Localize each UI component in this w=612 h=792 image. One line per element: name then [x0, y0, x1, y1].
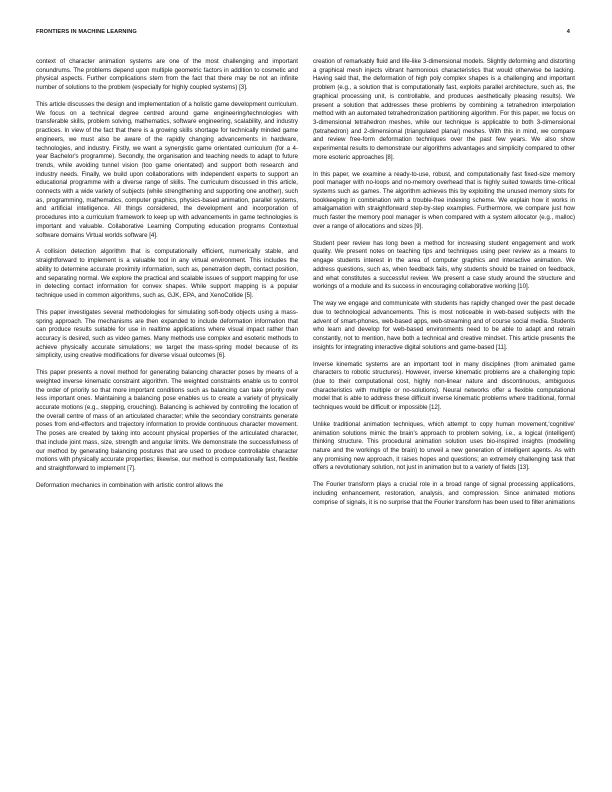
left-column [36, 58, 298, 491]
paragraph: context of character animation systems are one of the most challenging and important conundrums. The problems depend upon multiple geometric factors in addition to cosmetic and physical aspects. Further complications stem from the fact that there may be not an infinite number of solutions to the problem (especially for highly coupled systems) [3]. [36, 58, 298, 92]
paragraph: In this paper, we examine a ready-to-use, robust, and computationally fast fixed-size memory pool manager with no-loops and no-memory overhead that is highly suited towards time-critical systems such as games. The algorithm achieves this by exploiting the unused memory slots for bookkeeping in combination with a trouble-free indexing scheme. We explain how it works in amalgamation with straightforward step-by-step examples. Furthermore, we compare just how much faster the memory pool manager is when compared with a system allocator (e.g., malloc) over a range of allocations and sizes [9]. [313, 170, 575, 230]
paragraph: Inverse kinematic systems are an important tool in many disciplines (from animated game characters to robotic structures). However, inverse kinematic problems are a challenging topic (due to their computational cost, highly non-linear nature and discontinuous, ambiguous characteristics with multiple or no-solutions). Neural networks offer a flexible computational model that is able to address these difficult inverse kinematic problems where traditional, formal techniques would be difficult or impossible [12]. [313, 360, 575, 412]
right-column [313, 58, 575, 507]
paragraph: This paper presents a novel method for generating balancing character poses by means of a weighted inverse kinematic constraint algorithm. The weighted constraints enable us to control the order of priority so that more important conditions such as balancing can take priority over less important ones. Maintaining a balancing pose enables us to create a variety of physically accurate motions (e.g., stepping, crouching). Balancing is achieved by controlling the location of the overall centre of mass of an articulated character; while the secondary constraints generate poses from end-effectors and trajectory information to provide continuous character movement. The poses are created by taking into account physical properties of the articulated character, that include joint mass, size, strength and angular limits. We demonstrate the successfulness of our method by generating balancing postures that are used to produce controllable character motions with physically accurate properties; likewise, our method is computationally fast, flexible and straightforward to implement [7]. [36, 369, 298, 472]
journal-title: FRONTIERS IN MACHINE LEARNING [36, 29, 137, 35]
running-header [36, 29, 570, 39]
paragraph: This paper investigates several methodologies for simulating soft-body objects using a mass- spring approach. The mechanisms are then expanded to include deformation information that can produce results suitable for use in realtime applications where visual impact rather than accuracy is desired, such as video games. Many methods use complex and esoteric methods to achieve physically accurate simulations; we target the mass-spring model because of its simplicity, using creative modifications for diverse visual outcomes [6]. [36, 308, 298, 360]
paragraph: A collision detection algorithm that is computationally efficient, numerically stable, and straightforward to implement is a valuable tool in any virtual environment. This includes the ability to determine accurate proximity information, such as, penetration depth, contact position, and separating normal. We explore the practical and scalable issues of support mapping for use in detecting contact information for convex shapes. While support mapping is a popular technique used in common algorithms, such as, GJK, EPA, and XenoCollide [5]. [36, 248, 298, 299]
paragraph: Deformation mechanics in combination with artistic control allows the [36, 481, 224, 489]
paragraph: Student peer review has long been a method for increasing student engagement and work quality. We present notes on teaching tips and techniques using peer review as a means to engage students interest in the area of computer graphics and interactive animation. We address questions, such as, when feedback fails, why students should be trained on feedback, and what constitutes a successful review. We present a case study around the structure and workings of a module and its success in encouraging collaborative working [10]. [313, 239, 575, 291]
paragraph: Unlike traditional animation techniques, which attempt to copy human movement,'cognitive' animation solutions mimic the brain's approach to problem solving, i.e., a logical (intelligent) thinking structure. This procedural animation solution uses bio-inspired insights (modelling nature and the workings of the brain) to unveil a new generation of intelligent agents. As with any promising new approach, it raises hopes and questions; an extremely challenging task that offers a revolutionary solution, not just in animation but to a variety of fields [13]. [313, 420, 575, 472]
page-number: 4 [566, 29, 570, 35]
paragraph: creation of remarkably fluid and life-like 3-dimensional models. Slightly deforming and distorting a graphical mesh injects vibrant harmonious characteristics that would otherwise be lacking. Having said that, the deformation of high poly complex shapes is a challenging and important problem (e.g., a solution that is computationally fast, exploits parallel architecture, such as, the graphical processing unit, is controllable, and produces aesthetically pleasing results). We present a solution that addresses these problems by combining a tetrahedron interpolation method with an automated tetrahedronization partitioning algorithm. For this paper, we focus on 3-dimensional tetrahedron meshes, while our technique is applicable to both 3-dimensional (tetrahedron) and 2-dimensional (triangulated planar) meshes. With this in mind, we compare and review free-form deformation techniques over the past few years. We also show experimental results to demonstrate our algorithms advantages and simplicity compared to other more esoteric approaches [8]. [313, 58, 575, 161]
paragraph: The Fourier transform plays a crucial role in a broad range of signal processing applications, including enhancement, restoration, analysis, and compression. Since animated motions comprise of signals, it is no surprise that the Fourier transform has been used to filter animations [313, 481, 575, 506]
paragraph: This article discusses the design and implementation of a holistic game development curriculum. We focus on a technical degree centred around game engineering/technologies with transferable skills, problem solving, mathematics, software engineering, scalability, and industry practices. In view of the fact that there is a growing skills shortage for technically minded game engineers, we must also be aware of the rapidly changing advancements in hardware, technologies, and industry. Firstly, we want a synergistic game orientated curriculum (for a 4-year Bachelor's programme). Secondly, the organisation and teaching needs to adapt to future trends, while avoiding tunnel vision (too game orientated) and support both research and industry needs. Finally, we build upon collaborations with independent experts to support an educational programme with a diverse range of skills. The curriculum discussed in this article, connects with a wide variety of subjects (while strengthening and supporting one another), such as, programming, mathematics, computer graphics, physics-based animation, parallel systems, and artificial intelligence. All things considered, the development and incorporation of procedures into a curriculum framework to keep up with advancements in game technologies is important and valuable. Collaborative Learning Computing education programs Contextual software domains Virtual worlds software [4]. [36, 101, 298, 239]
paragraph: The way we engage and communicate with students has rapidly changed over the past decade due to technological advancements. This is most noticeable in web-based subjects with the advent of smart-phones, web-based apps, web-streaming and of course social media. Students who learn and develop for web-based environments need to be able to adapt and retrain constantly, not to mention, have both a technical and creative mindset. This article presents the insights for integrating interactive digital solutions and game-based [11]. [313, 300, 575, 351]
